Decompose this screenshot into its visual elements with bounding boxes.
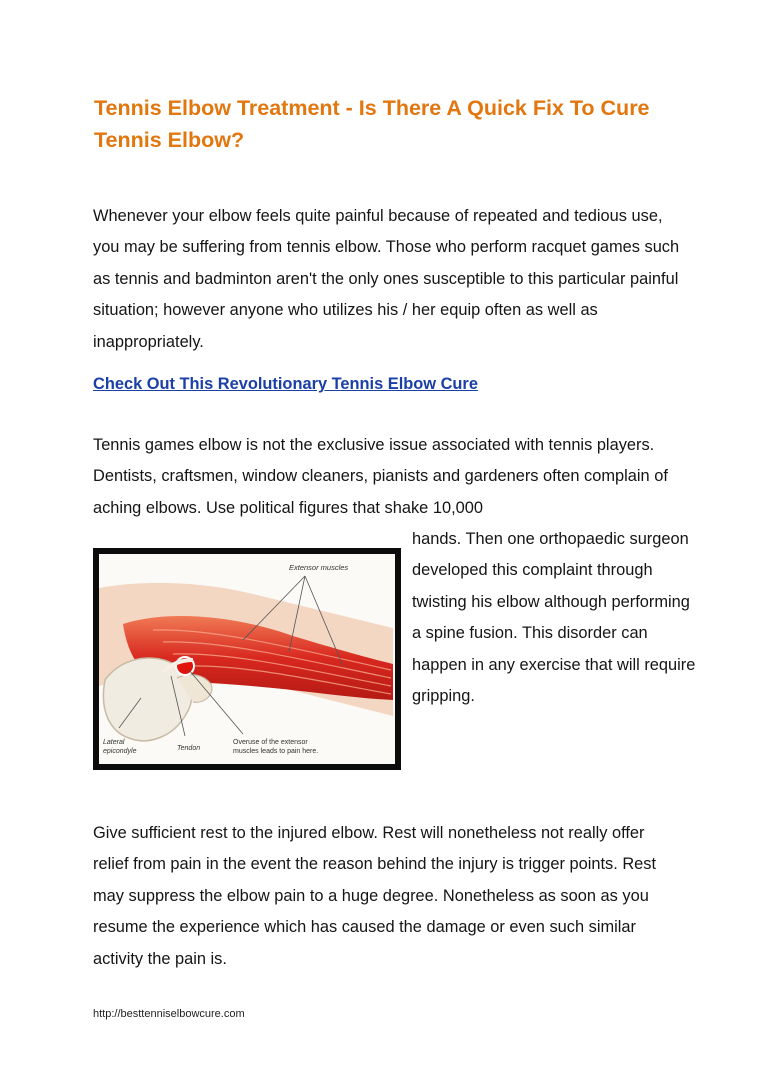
elbow-anatomy-illustration <box>93 548 401 770</box>
page-title: Tennis Elbow Treatment - Is There A Quick Fix To Cure Tennis Elbow? <box>94 96 650 152</box>
label-tendon: Tendon <box>177 745 201 752</box>
wrapped-paragraph-text: hands. Then one orthopaedic surgeon developed this complaint through twisting his elbow although performing a spine fusion. This disorder can happen in any exercise that will require gripping. <box>412 530 696 706</box>
label-overuse-line1: Overuse of the extensor <box>233 739 308 746</box>
label-lateral: Lateral <box>103 739 125 746</box>
intro-paragraph: Whenever your elbow feels quite painful because of repeated and tedious use, you may be suffering from tennis elbow. Those who perform racquet games such as tennis and badminton aren't the only ones susceptible to this particular painful situation; however anyone who utilizes his / her equip often as well as inappropriately. <box>93 207 680 351</box>
tennis-elbow-cure-link[interactable]: Check Out This Revolutionary Tennis Elbow Cure <box>93 375 478 393</box>
label-epicondyle: epicondyle <box>103 748 137 755</box>
label-extensor-muscles: Extensor muscles <box>289 563 349 572</box>
label-overuse-line2: muscles leads to pain here. <box>233 748 319 755</box>
footer-url: http://besttenniselbowcure.com <box>93 1008 245 1020</box>
rest-paragraph: Give sufficient rest to the injured elbow. Rest will nonetheless not really offer relief from pain in the event the reason behind the injury is trigger points. Rest may suppress the elbow pain to a huge degree. Nonetheless as soon as you resume the experience which has caused the damage or even such similar activity the pain is. <box>93 824 657 968</box>
elbow-anatomy-svg <box>93 548 401 770</box>
tennis-elbow-paragraph: Tennis games elbow is not the exclusive issue associated with tennis players. Dentists, craftsmen, window cleaners, pianists and gardeners often complain of aching elbows. Use political figures that shake 10,000 <box>93 436 668 517</box>
